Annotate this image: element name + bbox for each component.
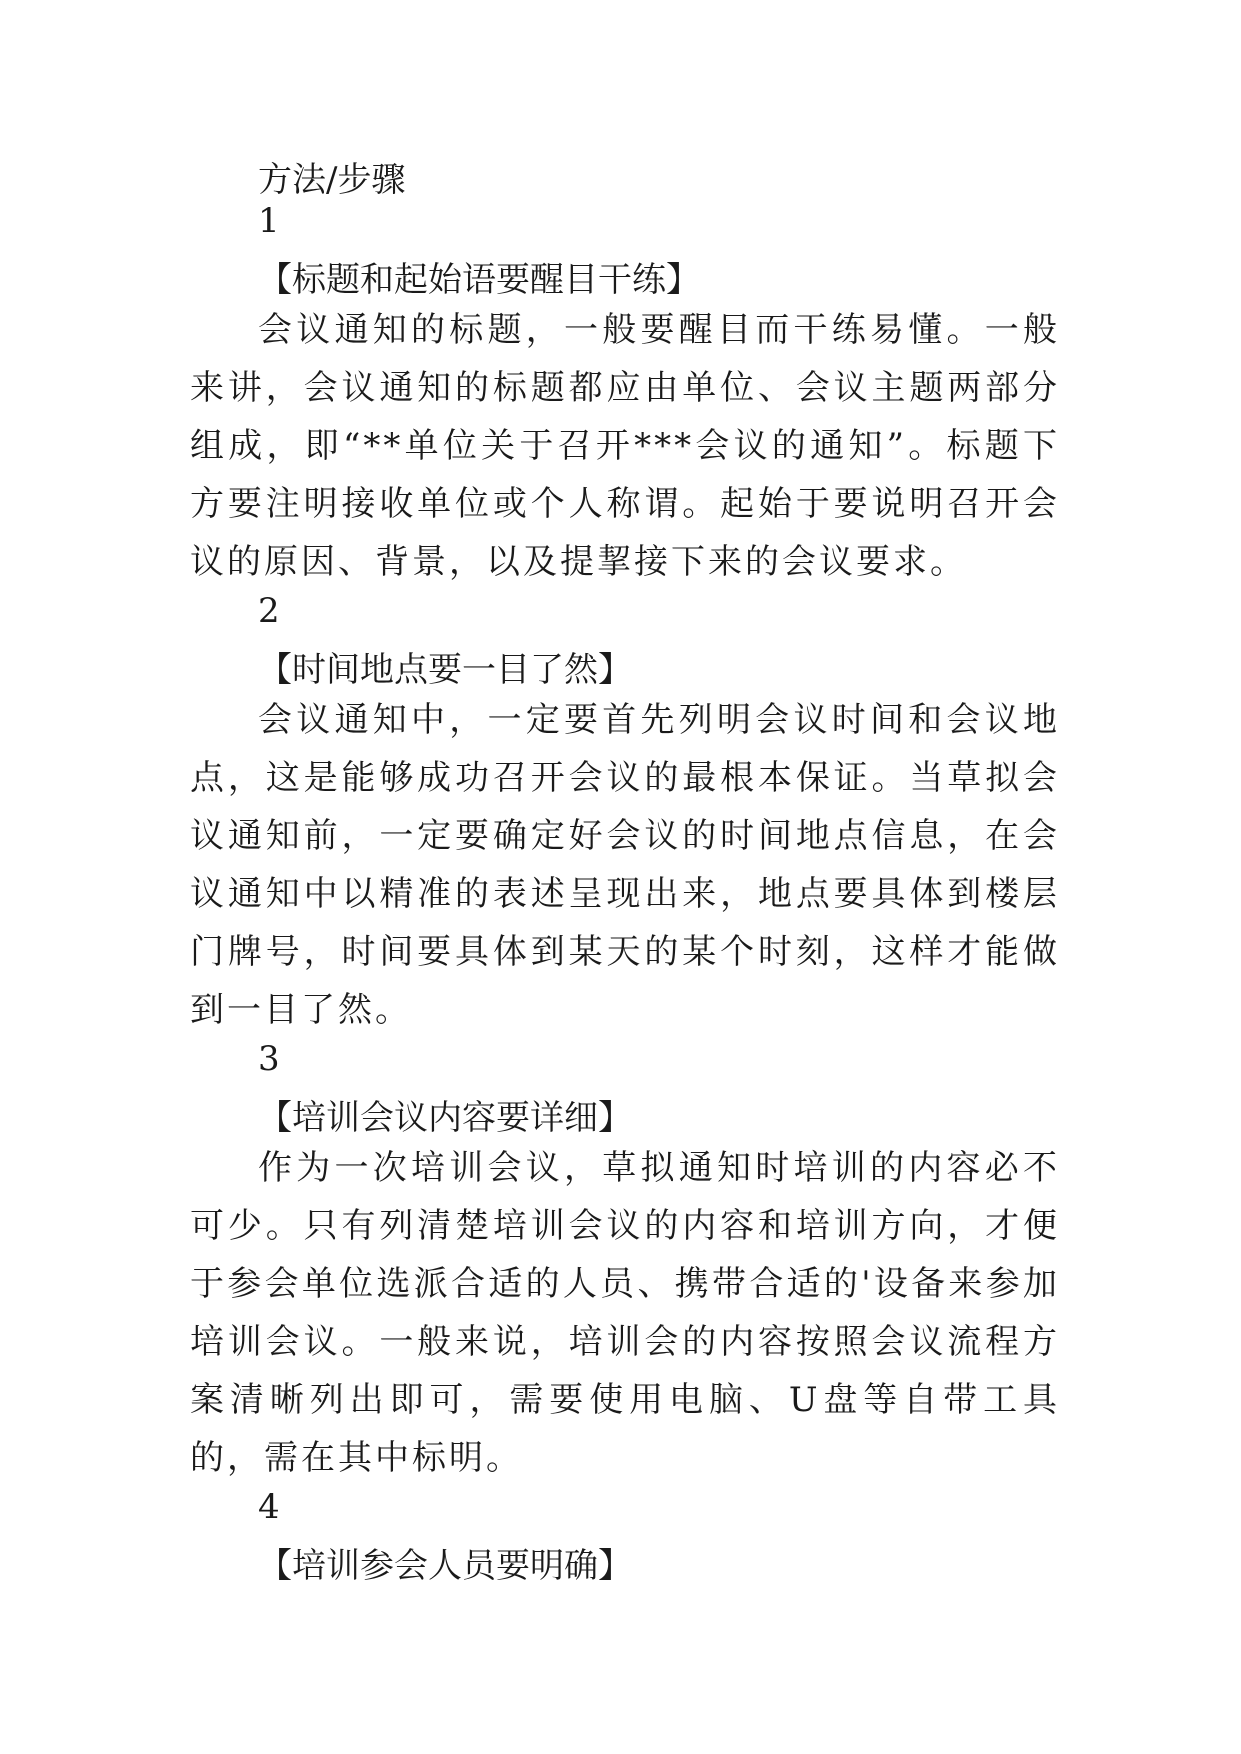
step-number-2: 2 bbox=[258, 591, 280, 631]
step-number-3: 3 bbox=[258, 1039, 280, 1079]
step-title-2: 【时间地点要一目了然】 bbox=[258, 650, 632, 690]
step-title-3: 【培训会议内容要详细】 bbox=[258, 1098, 632, 1138]
document-page bbox=[190, 160, 1060, 1587]
step-number-1: 1 bbox=[258, 201, 280, 241]
step-title-1: 【标题和起始语要醒目干练】 bbox=[258, 260, 700, 300]
step-paragraph-3: 作为一次培训会议，草拟通知时培训的内容必不可少。只有列清楚培训会议的内容和培训方向，才便于参会单位选派合适的人员、携带合适的'设备来参加培训会议。一般来说，培训会的内容按照会议流程方案清晰列出即可，需要使用电脑、U盘等自带工具的，需在其中标明。 bbox=[190, 1148, 1060, 1478]
heading: 方法/步骤 bbox=[258, 160, 406, 200]
step-title-4: 【培训参会人员要明确】 bbox=[258, 1546, 632, 1586]
step-paragraph-1: 会议通知的标题，一般要醒目而干练易懂。一般来讲，会议通知的标题都应由单位、会议主题两部分组成，即“**单位关于召开***会议的通知”。标题下方要注明接收单位或个人称谓。起始于要说明召开会议的原因、背景，以及提挈接下来的会议要求。 bbox=[190, 310, 1060, 582]
step-number-4: 4 bbox=[258, 1487, 280, 1527]
step-paragraph-2: 会议通知中，一定要首先列明会议时间和会议地点，这是能够成功召开会议的最根本保证。当草拟会议通知前，一定要确定好会议的时间地点信息，在会议通知中以精准的表述呈现出来，地点要具体到楼层门牌号，时间要具体到某天的某个时刻，这样才能做到一目了然。 bbox=[190, 700, 1060, 1030]
